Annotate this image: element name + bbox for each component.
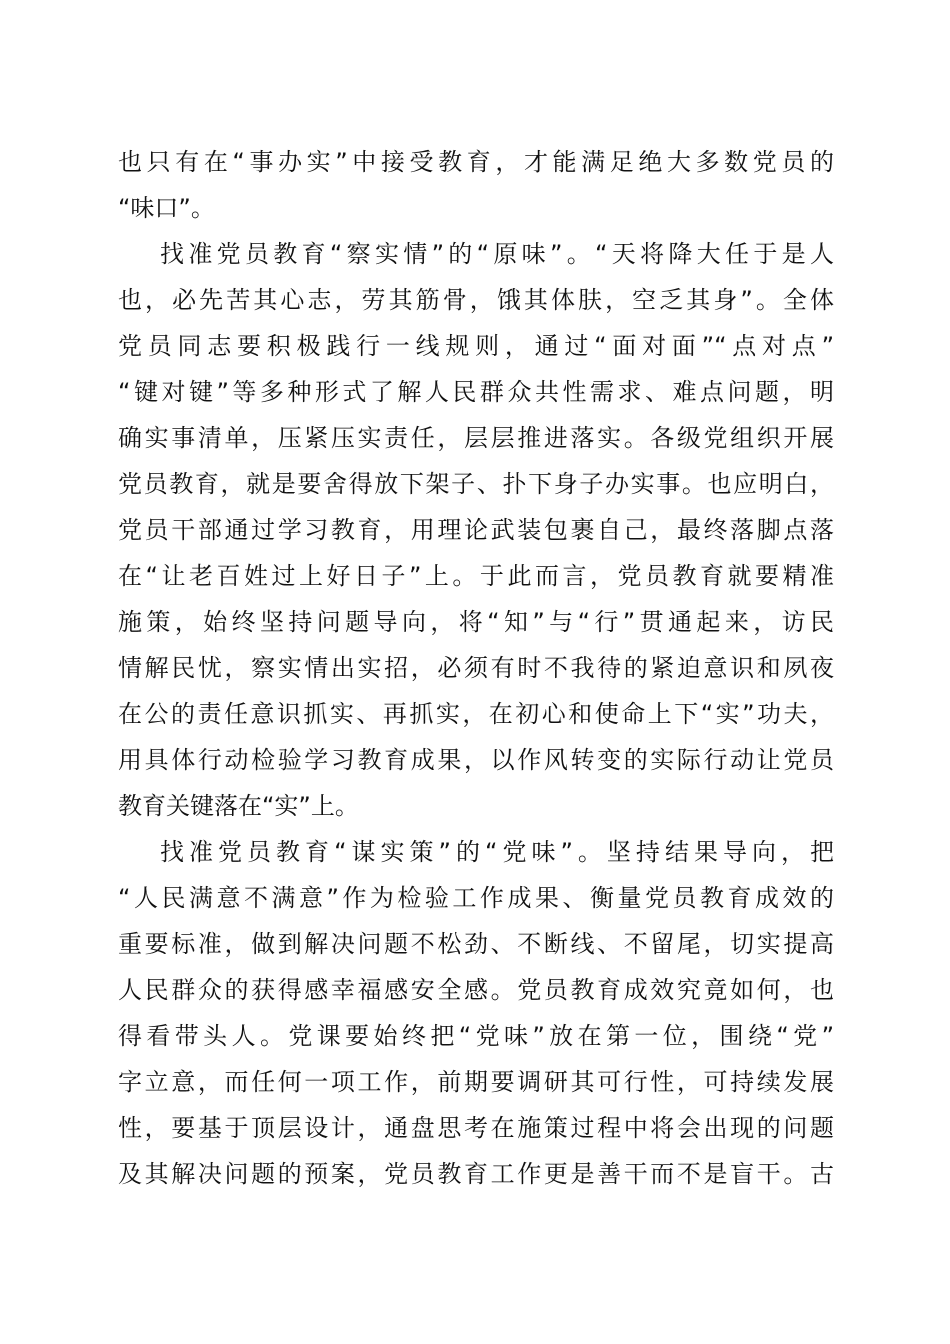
text-line: 性，要基于顶层设计，通盘思考在施策过程中将会出现的问题	[118, 1114, 834, 1142]
text-line: 及其解决问题的预案，党员教育工作更是善干而不是盲干。古	[118, 1160, 834, 1188]
text-line: 情解民忧，察实情出实招，必须有时不我待的紧迫意识和夙夜	[118, 654, 834, 682]
text-line: 确实事清单，压紧压实责任，层层推进落实。各级党组织开展	[118, 424, 834, 452]
text-line: 字立意，而任何一项工作，前期要调研其可行性，可持续发展	[118, 1068, 834, 1096]
text-line: 施策，始终坚持问题导向，将“知”与“行”贯通起来，访民	[118, 608, 834, 636]
text-line: “键对键”等多种形式了解人民群众共性需求、难点问题，明	[118, 378, 834, 406]
text-line: 在“让老百姓过上好日子”上。于此而言，党员教育就要精准	[118, 562, 834, 590]
text-line: 党员同志要积极践行一线规则，通过“面对面”“点对点”	[118, 332, 834, 360]
document-body	[118, 139, 834, 1197]
text-line: 得看带头人。党课要始终把“党味”放在第一位，围绕“党”	[118, 1022, 834, 1050]
text-line: 找准党员教育“察实情”的“原味”。“天将降大任于是人	[160, 240, 834, 268]
text-line: 教育关键落在“实”上。	[118, 792, 359, 820]
text-line: 也，必先苦其心志，劳其筋骨，饿其体肤，空乏其身”。全体	[118, 286, 834, 314]
text-line: 在公的责任意识抓实、再抓实，在初心和使命上下“实”功夫，	[118, 700, 834, 728]
text-line: “味口”。	[118, 194, 215, 222]
text-line: 也只有在“事办实”中接受教育，才能满足绝大多数党员的	[118, 148, 834, 176]
text-line: 人民群众的获得感幸福感安全感。党员教育成效究竟如何，也	[118, 976, 834, 1004]
text-line: 找准党员教育“谋实策”的“党味”。坚持结果导向，把	[160, 838, 834, 866]
text-line: 党员干部通过学习教育，用理论武装包裹自己，最终落脚点落	[118, 516, 834, 544]
text-line: 党员教育，就是要舍得放下架子、扑下身子办实事。也应明白，	[118, 470, 834, 498]
text-line: 用具体行动检验学习教育成果，以作风转变的实际行动让党员	[118, 746, 834, 774]
text-line: “人民满意不满意”作为检验工作成果、衡量党员教育成效的	[118, 884, 834, 912]
text-line: 重要标准，做到解决问题不松劲、不断线、不留尾，切实提高	[118, 930, 834, 958]
